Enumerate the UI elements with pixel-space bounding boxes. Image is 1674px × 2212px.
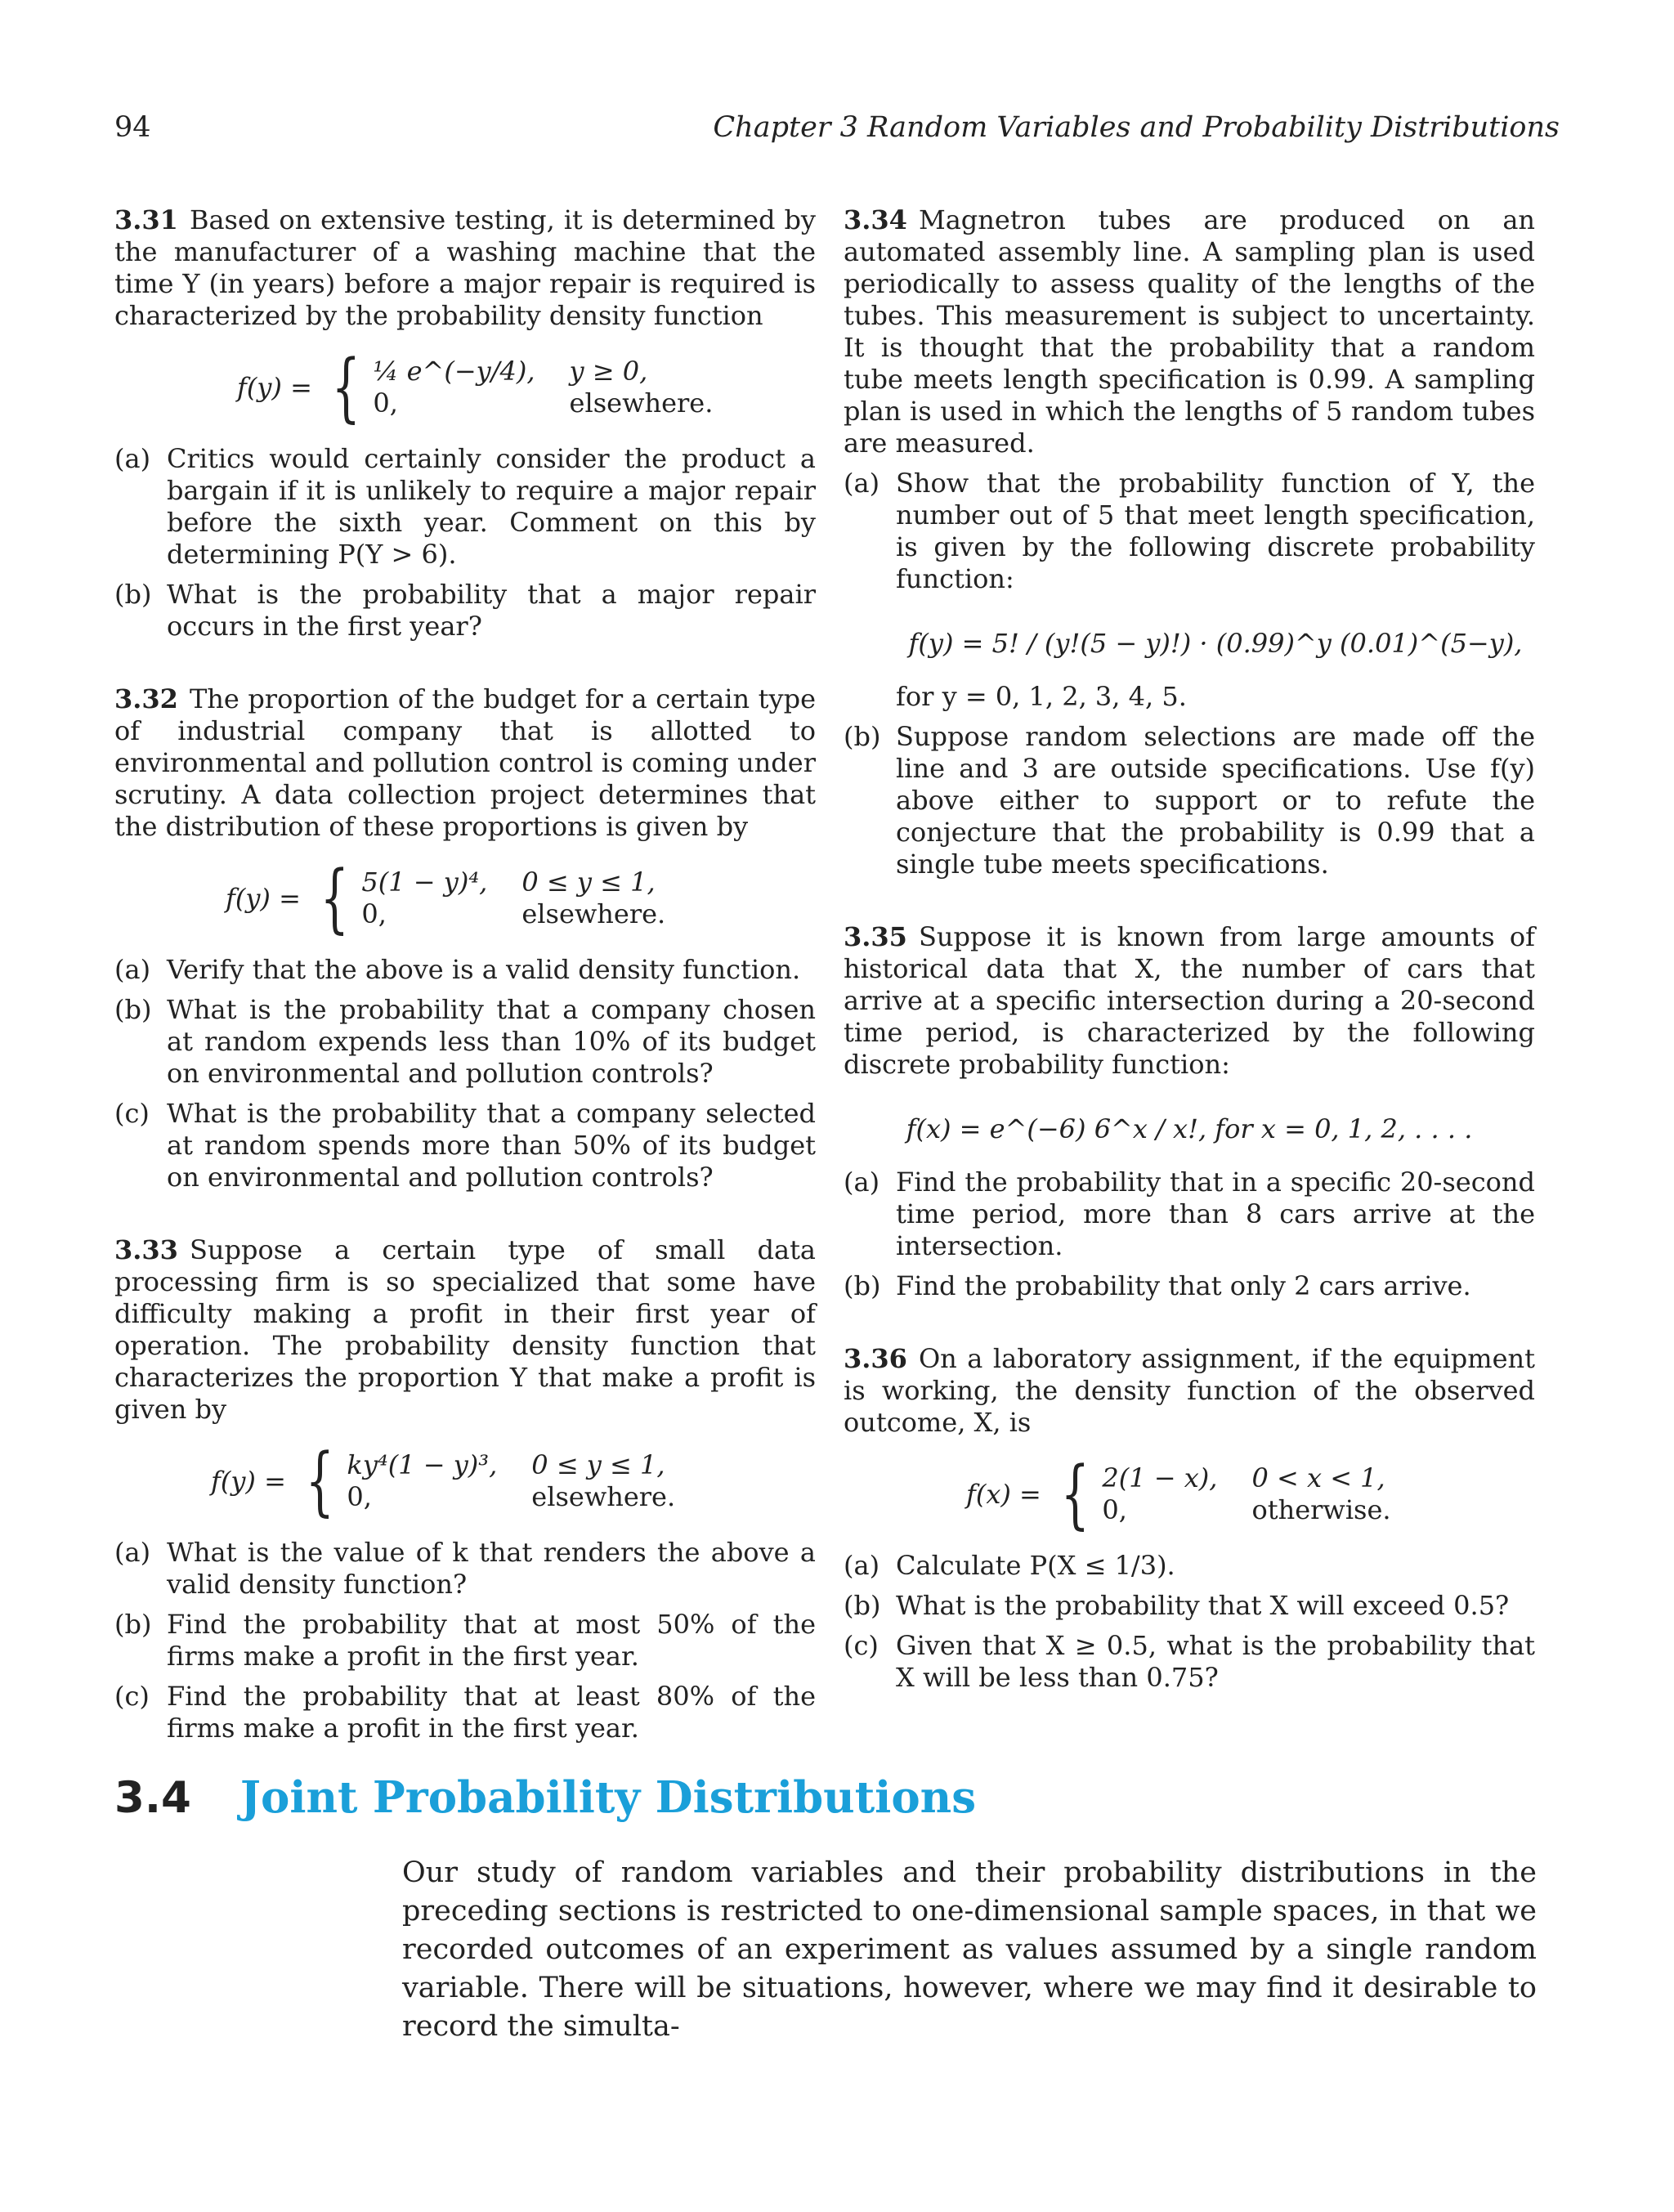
part-item: (a) Verify that the above is a valid density function. <box>114 954 801 985</box>
part-item: (c) Given that X ≥ 0.5, what is the probability that X will be less than 0.75? <box>844 1630 1535 1693</box>
part-item: (b) What is the probability that a company chosen at random expends less than 10% of its budget on environmental and pollution controls? <box>114 994 816 1089</box>
density-formula: f(x) = { 2(1 − x), 0 < x < 1, 0, otherwise. <box>966 1450 1391 1538</box>
problem-parts <box>844 468 1535 880</box>
density-formula: f(y) = { ky⁴(1 − y)³, 0 ≤ y ≤ 1, 0, elsewhere. <box>211 1437 676 1525</box>
part-item: (b) What is the probability that X will exceed 0.5? <box>844 1590 1510 1621</box>
problem-statement: Suppose it is known from large amounts of historical data that X, the number of cars that arrive at a specific intersection during a 20-second time period, is characterized by the following discrete probability function: <box>844 921 1535 1080</box>
density-formula: f(y) = { ¼ e^(−y/4), y ≥ 0, 0, elsewhere. <box>237 343 714 431</box>
part-item: (c) Find the probability that at least 80% of the firms make a profit in the first year. <box>114 1681 816 1744</box>
problem-statement: Suppose a certain type of small data processing firm is so specialized that some have difficulty making a profit in their first year of operation. The probability density function that characterizes the proportion Y that make a profit is given by <box>114 1234 816 1425</box>
problem-parts <box>844 1550 1535 1694</box>
problem-statement: On a laboratory assignment, if the equipment is working, the density function of the observed outcome, X, is <box>844 1343 1535 1438</box>
problem-parts <box>844 1166 1535 1302</box>
problem-3-32 <box>114 683 816 1193</box>
problem-statement: The proportion of the budget for a certain type of industrial company that is allotted to environmental and pollution control is coming under scrutiny. A data collection project determines that the distribution of these proportions is given by <box>114 683 816 842</box>
left-column <box>114 204 816 1785</box>
problem-number: 3.33 <box>114 1234 178 1265</box>
part-item: (b) Suppose random selections are made off the line and 3 are outside specifications. Use f(y) above either to support or to refute the conjecture that the probability is 0.99 that a single tube meets specifications. <box>844 721 1535 880</box>
problem-number: 3.34 <box>844 204 907 235</box>
problem-number: 3.35 <box>844 921 907 952</box>
binomial-formula: f(y) = 5! / (y!(5 − y)!) · (0.99)^y (0.01)^(5−y), <box>908 628 1523 659</box>
right-column <box>844 204 1535 1735</box>
problem-statement: Magnetron tubes are produced on an automated assembly line. A sampling plan is used periodically to assess quality of the lengths of the tubes. This measurement is subject to uncertainty. It is thought that the probability that a random tube meets length specification is 0.99. A sampling plan is used in which the lengths of 5 random tubes are measured. <box>844 204 1535 459</box>
problem-parts <box>114 954 816 1193</box>
problem-number: 3.36 <box>844 1343 907 1374</box>
problem-3-33 <box>114 1234 816 1744</box>
part-item: (a) Calculate P(X ≤ 1/3). <box>844 1550 1175 1581</box>
formula-note: for y = 0, 1, 2, 3, 4, 5. <box>896 681 1187 712</box>
part-item: (a) Show that the probability function of Y, the number out of 5 that meet length specification, is given by the following discrete probability function: f(y) = 5! / (y!(5 − y)!) · (0.99)^y (0.01)^(5−y), for y = 0, 1, 2, 3, 4, 5. <box>844 468 1535 712</box>
section-number: 3.4 <box>114 1773 191 1823</box>
page-number: 94 <box>114 111 151 144</box>
part-item: (a) Critics would certainly consider the product a bargain if it is unlikely to require a major repair before the sixth year. Comment on this by determining P(Y > 6). <box>114 443 816 570</box>
problem-3-36 <box>844 1343 1535 1694</box>
problem-statement: Based on extensive testing, it is determined by the manufacturer of a washing machine that the time Y (in years) before a major repair is required is characterized by the probability density function <box>114 204 816 331</box>
page-header <box>114 111 1560 152</box>
problem-3-34 <box>844 204 1535 880</box>
section-heading <box>114 1772 1560 1823</box>
section-intro-paragraph: Our study of random variables and their probability distributions in the preceding sections is restricted to one-dimensional sample spaces, in that we recorded outcomes of an experiment as values assumed by a single random variable. There will be situations, however, where we may find it desirable to record the simulta- <box>402 1856 1537 2043</box>
problem-3-35 <box>844 921 1535 1302</box>
part-item: (b) Find the probability that only 2 cars arrive. <box>844 1270 1471 1301</box>
problem-parts <box>114 1537 816 1744</box>
problem-number: 3.32 <box>114 683 178 714</box>
part-item: (c) What is the probability that a company selected at random spends more than 50% of its budget on environmental and pollution controls? <box>114 1098 816 1193</box>
part-item: (a) Find the probability that in a specific 20-second time period, more than 8 cars arrive at the intersection. <box>844 1166 1535 1261</box>
part-item: (a) What is the value of k that renders the above a valid density function? <box>114 1537 816 1600</box>
section-title: Joint Probability Distributions <box>239 1772 977 1823</box>
poisson-formula: f(x) = e^(−6) 6^x / x!, for x = 0, 1, 2, . . . . <box>906 1113 1473 1144</box>
density-formula: f(y) = { 5(1 − y)⁴, 0 ≤ y ≤ 1, 0, elsewhere. <box>226 854 666 942</box>
part-item: (b) Find the probability that at most 50% of the firms make a profit in the first year. <box>114 1609 816 1672</box>
problem-number: 3.31 <box>114 204 178 235</box>
chapter-title: Chapter 3 Random Variables and Probability Distributions <box>713 111 1560 144</box>
problem-3-31 <box>114 204 816 643</box>
part-item: (b) What is the probability that a major repair occurs in the first year? <box>114 579 816 642</box>
problem-parts <box>114 443 816 643</box>
